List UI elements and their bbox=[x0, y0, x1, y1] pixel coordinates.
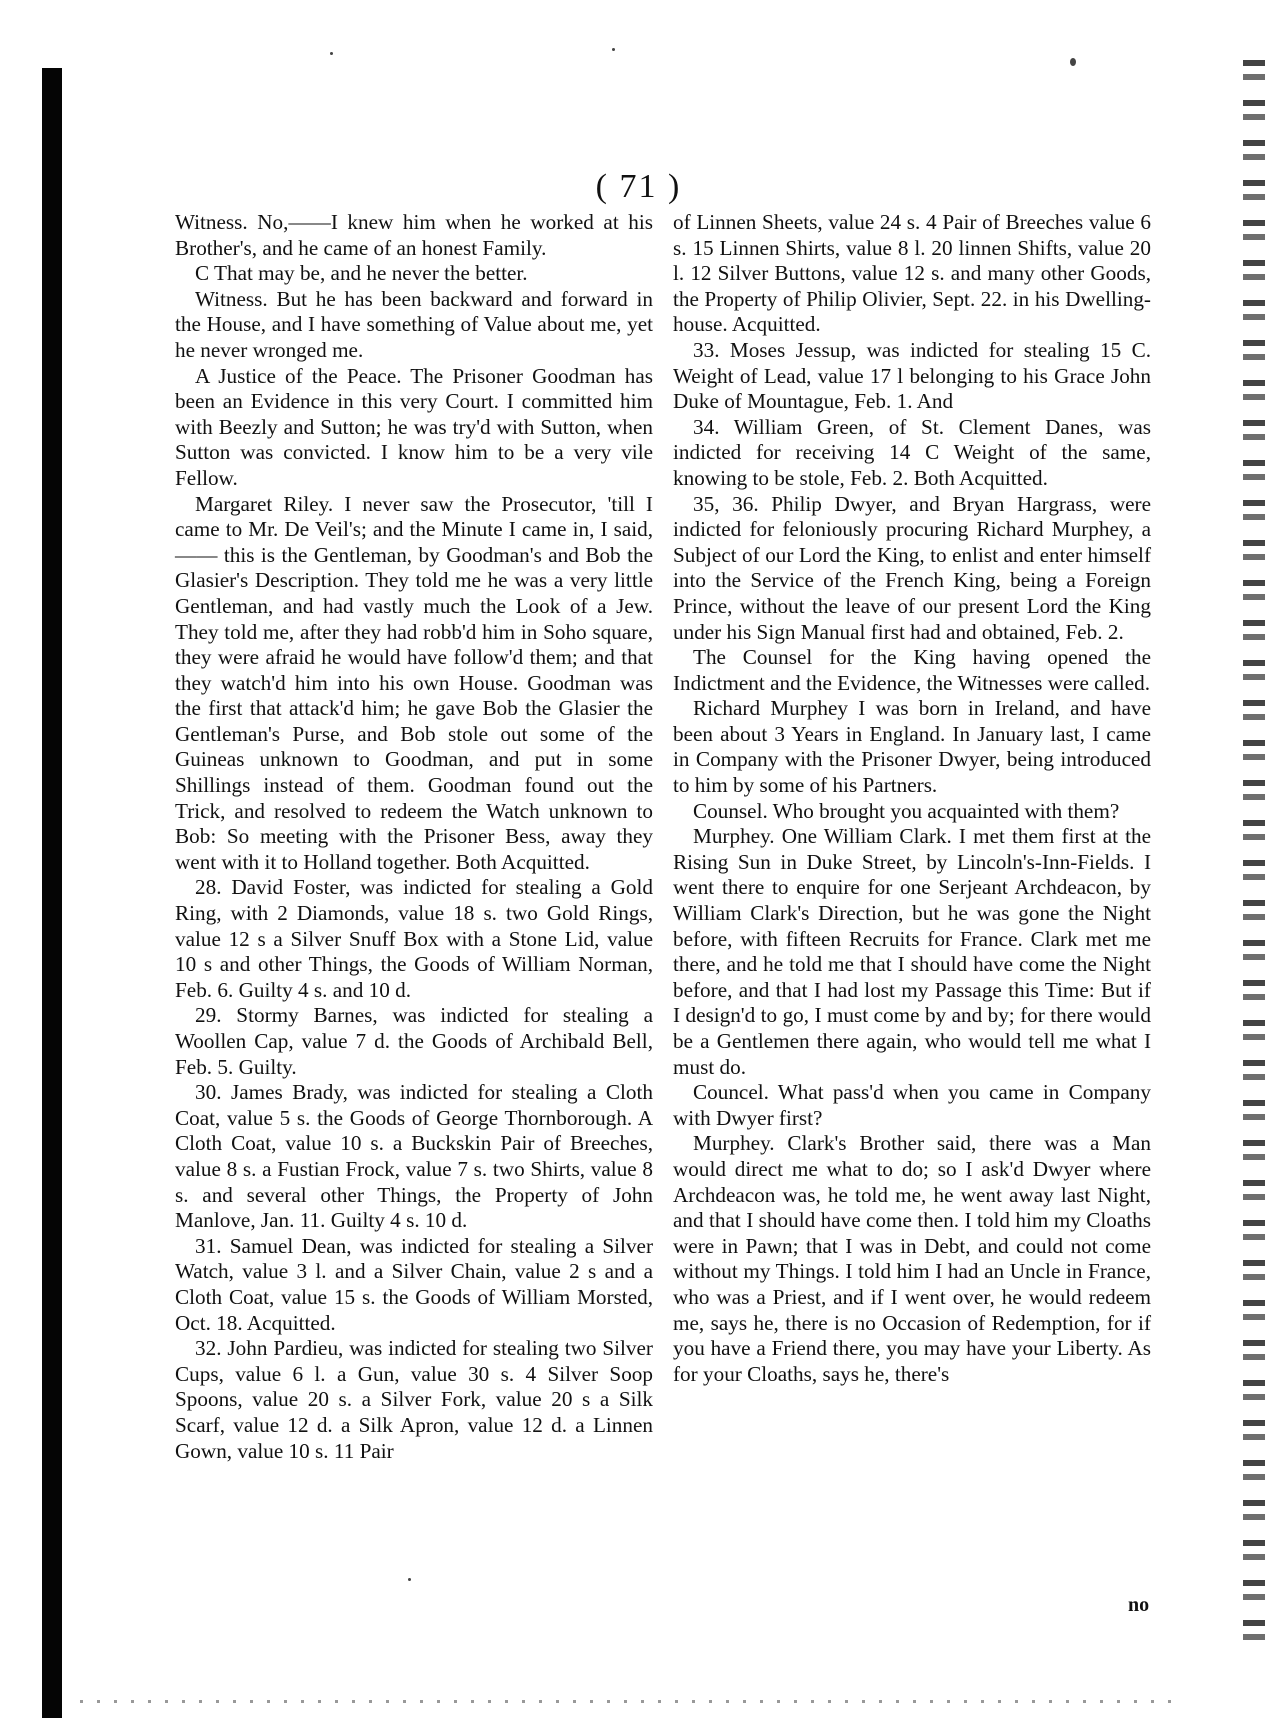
paragraph: 31. Samuel Dean, was indicted for stealing a Silver Watch, value 3 l. and a Silver Chain, value 2 s and a Cloth Coat, value 15 s. the Goods of William Morsted, Oct. 18. Acquitted. bbox=[175, 1233, 653, 1335]
scan-speck bbox=[1070, 58, 1076, 66]
paragraph: 30. James Brady, was indicted for stealing a Cloth Coat, value 5 s. the Goods of George Thornborough. A Cloth Coat, value 10 s. a Buckskin Pair of Breeches, value 8 s. a Fustian Frock, value 7 s. two Shirts, value 8 s. and several other Things, the Property of John Manlove, Jan. 11. Guilty 4 s. 10 d. bbox=[175, 1080, 653, 1233]
scan-noise bbox=[80, 1700, 1180, 1703]
paragraph: Councel. What pass'd when you came in Company with Dwyer first? bbox=[673, 1080, 1151, 1130]
scan-edge-right bbox=[1243, 60, 1265, 1660]
paragraph: 29. Stormy Barnes, was indicted for stealing a Woollen Cap, value 7 d. the Goods of Archibald Bell, Feb. 5. Guilty. bbox=[175, 1003, 653, 1079]
paragraph: The Counsel for the King having opened the Indictment and the Evidence, the Witnesses were called. bbox=[673, 645, 1151, 695]
paragraph: Witness. But he has been backward and forward in the House, and I have something of Value about me, yet he never wronged me. bbox=[175, 286, 653, 362]
left-column bbox=[175, 210, 653, 1464]
paragraph: Murphey. Clark's Brother said, there was a Man would direct me what to do; so I ask'd Dwyer where Archdeacon was, he told me, he went away last Night, and that I should have come then. I told him my Cloaths were in Pawn; that I was in Debt, and could not come without my Things. I told him I had an Uncle in France, who was a Priest, and if I went over, he would redeem me, says he, there is no Occasion of Redemption, for if you have a Friend there, you may have your Liberty. As for your Cloaths, says he, there's bbox=[673, 1131, 1151, 1386]
scan-edge-left bbox=[42, 68, 62, 1718]
paragraph: 35, 36. Philip Dwyer, and Bryan Hargrass, were indicted for feloniously procuring Richard Murphey, a Subject of our Lord the King, to enlist and enter himself into the Service of the French King, being a Foreign Prince, without the leave of our present Lord the King under his Sign Manual first had and obtained, Feb. 2. bbox=[673, 491, 1151, 644]
scan-speck bbox=[612, 48, 615, 51]
paragraph: Richard Murphey I was born in Ireland, and have been about 3 Years in England. In January last, I came in Company with the Prisoner Dwyer, being introduced to him by some of his Partners. bbox=[673, 696, 1151, 798]
paragraph: 33. Moses Jessup, was indicted for stealing 15 C. Weight of Lead, value 17 l belonging to his Grace John Duke of Mountague, Feb. 1. And bbox=[673, 337, 1151, 414]
paragraph: C That may be, and he never the better. bbox=[195, 261, 528, 286]
paragraph: Margaret Riley. I never saw the Prosecutor, 'till I came to Mr. De Veil's; and the Minute I came in, I said, —— this is the Gentleman, by Goodman's and Bob the Glasier's Description. They told me he was a very little Gentleman, and had vastly much the Look of a Jew. They told me, after they had robb'd him in Soho square, they were afraid he would have follow'd them; and that they watch'd him into his own House. Goodman was the first that attack'd him; he gave Bob the Glasier the Gentleman's Purse, and Bob stole out some of the Guineas unknown to Goodman, and put in some Shillings instead of them. Goodman found out the Trick, and resolved to redeem the Watch unknown to Bob: So meeting with the Prisoner Bess, away they went with it to Holland together. Both Acquitted. bbox=[175, 491, 653, 874]
paragraph: of Linnen Sheets, value 24 s. 4 Pair of Breeches value 6 s. 15 Linnen Shirts, value 8 l. 20 linnen Shifts, value 20 l. 12 Silver Buttons, value 12 s. and many other Goods, the Property of Philip Olivier, Sept. 22. in his Dwelling-house. Acquitted. bbox=[673, 210, 1151, 337]
paragraph: 28. David Foster, was indicted for stealing a Gold Ring, with 2 Diamonds, value 18 s. two Gold Rings, value 12 s a Silver Snuff Box with a Stone Lid, value 10 s and other Things, the Goods of William Norman, Feb. 6. Guilty 4 s. and 10 d. bbox=[175, 875, 653, 1002]
paragraph: 34. William Green, of St. Clement Danes, was indicted for receiving 14 C Weight of the same, knowing to be stole, Feb. 2. Both Acquitted. bbox=[673, 414, 1151, 490]
paragraph: A Justice of the Peace. The Prisoner Goodman has been an Evidence in this very Court. I committed him with Beezly and Sutton; he was try'd with Sutton, when Sutton was convicted. I know him to be a very vile Fellow. bbox=[175, 363, 653, 490]
scan-speck bbox=[408, 1578, 411, 1581]
scan-speck bbox=[330, 52, 333, 55]
paragraph: 32. John Pardieu, was indicted for stealing two Silver Cups, value 6 l. a Gun, value 30 s. 4 Silver Soop Spoons, value 20 s. a Silver Fork, value 20 s a Silk Scarf, value 12 d. a Silk Apron, value 12 d. a Linnen Gown, value 10 s. 11 Pair bbox=[175, 1336, 653, 1463]
page-number: ( 71 ) bbox=[595, 168, 682, 205]
catchword: no bbox=[1128, 1594, 1150, 1616]
paragraph: Counsel. Who brought you acquainted with them? bbox=[693, 798, 1120, 823]
right-column bbox=[673, 210, 1151, 1387]
paragraph: Murphey. One William Clark. I met them first at the Rising Sun in Duke Street, by Lincoln's-Inn-Fields. I went there to enquire for one Serjeant Archdeacon, by William Clark's Direction, but he was gone the Night before, with fifteen Recruits for France. Clark met me there, and he told me that I should have come the Night before, and that I had lost my Passage this Time: But if I design'd to go, I must come by and by; for there would be a Gentlemen there again, who would tell me what I must do. bbox=[673, 824, 1151, 1079]
paragraph: Witness. No,——I knew him when he worked at his Brother's, and he came of an honest Family. bbox=[175, 210, 653, 260]
